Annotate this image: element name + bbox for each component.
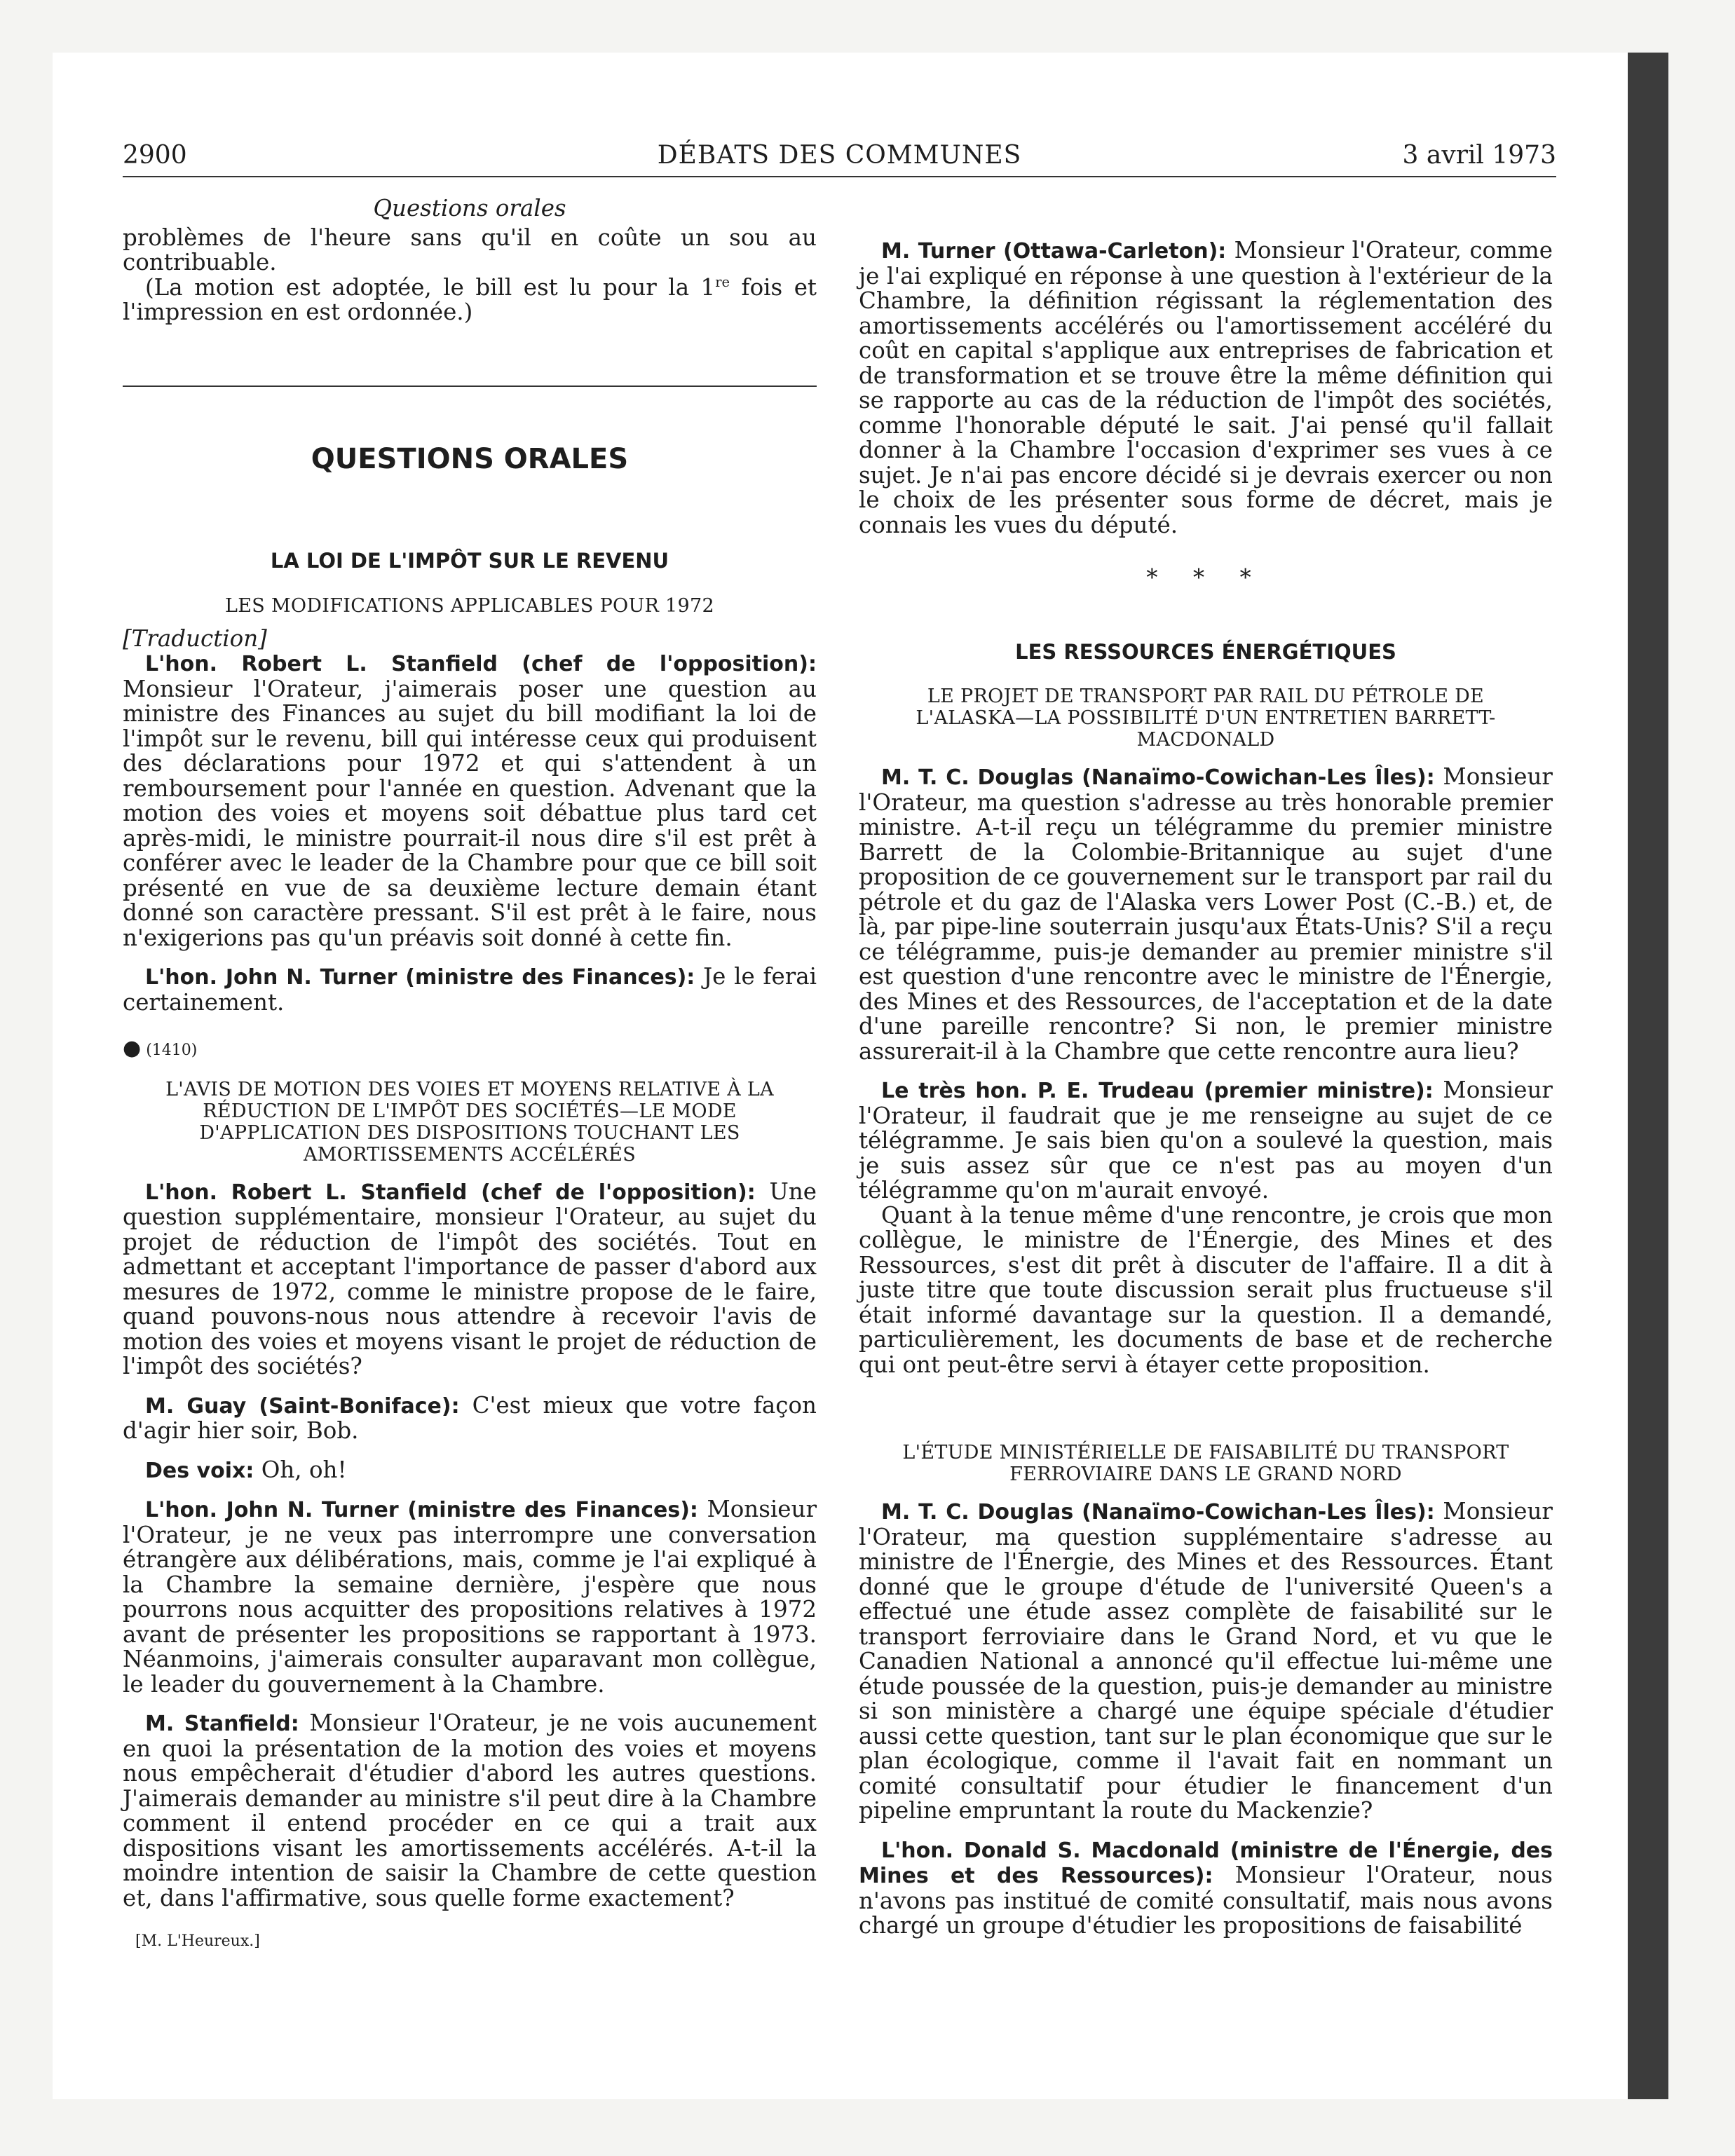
speaker-name: M. T. C. Douglas (Nanaïmo-Cowichan-Les Îles): [881, 1500, 1435, 1524]
speaker-name: M. T. C. Douglas (Nanaïmo-Cowichan-Les Îles): [881, 765, 1435, 790]
rubric-heading: LES RESSOURCES ÉNERGÉTIQUES [1015, 639, 1396, 664]
speaker-name: M. Turner (Ottawa-Carleton): [881, 239, 1227, 264]
speech-text: C'est mieux que votre façon d'agir hier soir, Bob. [123, 1391, 817, 1444]
speaker-name: L'hon. Donald S. Macdonald (ministre de l'Énergie, des Mines et des Ressources): [859, 1838, 1553, 1888]
speech-text: Monsieur l'Orateur, j'aimerais poser une question au ministre des Finances au sujet du bill modifiant la loi de l'impôt sur le revenu, bill qui intéresse ceux qui produisent des déclarations pour 1972 et qui s'attendent à un remboursement pour l'année en question. Advenant que la motion des voies et moyens soit débattue plus tard cet après-midi, le ministre pourrait-il nous dire s'il est prêt à conférer avec le leader de la Chambre pour que ce bill soit présenté en vue de sa deuxième lecture demain étant donné son caractère pressant. S'il est prêt à le faire, nous n'exigerions pas qu'un préavis soit donné à cette fin. [123, 675, 817, 951]
speaker-name: L'hon. John N. Turner (ministre des Finances): [145, 965, 695, 990]
speech [123, 1393, 817, 1444]
footer-reference: [M. L'Heureux.] [135, 1932, 260, 1950]
motion-text-after: fois et l'impression en est ordonnée.) [123, 273, 817, 325]
subheading: LE PROJET DE TRANSPORT PAR RAIL DU PÉTROLE DE L'ALASKA—LA POSSIBILITÉ D'UN ENTRETIEN BARRETT-MACDONALD [916, 685, 1496, 751]
speaker-name: L'hon. John N. Turner (ministre des Finances): [145, 1498, 698, 1522]
speech-text: Monsieur l'Orateur, je ne vois aucunement en quoi la présentation de la motion des voies et moyens nous empêcherait d'étudier d'abord les autres questions. J'aimerais demander au ministre s'il peut dire à la Chambre comment il entend procéder en ce qui a trait aux dispositions visant les amortissements accélérés. A-t-il la moindre intention de saisir la Chambre de cette question et, dans l'affirmative, sous quelle forme exactement? [123, 1710, 817, 1911]
speech-text: Oh, oh! [261, 1456, 347, 1483]
left-column [123, 196, 817, 1954]
page-number: 2900 [123, 141, 187, 170]
speech-text: Monsieur l'Orateur, je ne veux pas interrompre une conversation étrangère aux délibérations, mais, comme je l'ai expliqué à la Chambre la semaine dernière, j'espère que nous pourrons nous acquitter des propositions relatives à 1972 avant de présenter les propositions se rapportant à 1973. Néanmoins, j'aimerais consulter auparavant mon collègue, le leader du gouvernement à la Chambre. [123, 1496, 817, 1698]
speech-text: Monsieur l'Orateur, nous n'avons pas institué de comité consultatif, mais nous avons chargé un groupe d'étudier les propositions de faisabilité [859, 1862, 1553, 1939]
speech [859, 765, 1553, 1064]
speech-text: Monsieur l'Orateur, ma question s'adresse au très honorable premier ministre. A-t-il reçu un télégramme du premier ministre Barrett de la Colombie-Britannique au sujet d'une proposition de ce gouvernement sur le transport par rail du pétrole et du gaz de l'Alaska vers Lower Post (C.-B.) et, de là, par pipe-line souterrain jusqu'aux États-Unis? S'il a reçu ce télégramme, puis-je demander au premier ministre s'il est question d'une rencontre avec le ministre de l'Énergie, des Mines et des Ressources, de l'acceptation et de la date d'une pareille rencontre? Si non, le premier ministre assurerait-il à la Chambre que cette rencontre aura lieu? [859, 763, 1553, 1065]
section-title: QUESTIONS ORALES [311, 442, 629, 475]
section-divider [123, 386, 817, 387]
speech [123, 651, 817, 950]
time-marker [123, 1036, 817, 1063]
speech [859, 1838, 1553, 1939]
speech-text: Monsieur l'Orateur, il faudrait que je me renseigne au sujet de ce télégramme. Je sais bien qu'on a soulevé la question, mais je suis assez sûr que ce n'est pas au moyen d'un télégramme qu'on m'aurait envoyé. [859, 1077, 1553, 1203]
motion-text-before: (La motion est adoptée, le bill est lu pour la 1 [145, 273, 716, 301]
speech-text: Une question supplémentaire, monsieur l'Orateur, au sujet du projet de réduction de l'impôt des sociétés. Tout en admettant et acceptant l'importance de passer d'abord aux mesures de 1972, comme le ministre propose de le faire, quand pouvons-nous nous attendre à recevoir l'avis de motion des voies et moyens visant le projet de réduction de l'impôt des sociétés? [123, 1178, 817, 1379]
speech [123, 1711, 817, 1911]
speech [123, 1458, 817, 1484]
section-stars: * * * [1146, 564, 1265, 591]
speech [859, 1499, 1553, 1824]
speaker-name: Le très hon. P. E. Trudeau (premier ministre): [881, 1079, 1434, 1103]
speech-text: Je le ferai certainement. [123, 963, 817, 1016]
speech-text: Monsieur l'Orateur, comme je l'ai expliqué en réponse à une question à l'extérieur de la Chambre, la définition régissant la réglementation des amortissements accélérés ou l'amortissement accéléré du coût en capital s'applique aux entreprises de fabrication et de transformation et se trouve être la même définition qui se rapporte au cas de la réduction de l'impôt des sociétés, comme l'honorable député le sait. J'ai pensé qu'il fallait donner à la Chambre l'occasion d'exprimer ses vues à ce sujet. Je n'ai pas encore décidé si je devrais exercer ou non le choix de les présenter sous forme de décret, mais je connais les vues du député. [859, 237, 1553, 538]
speech [123, 1180, 817, 1379]
page-header [123, 137, 1556, 177]
motion-note [123, 275, 817, 325]
motion-superscript: re [715, 273, 730, 290]
speaker-name: M. Stanfield: [145, 1712, 299, 1736]
subheading: L'ÉTUDE MINISTÉRIELLE DE FAISABILITÉ DU TRANSPORT FERROVIAIRE DANS LE GRAND NORD [902, 1442, 1509, 1485]
speaker-name: L'hon. Robert L. Stanfield (chef de l'opposition): [145, 1180, 756, 1205]
spacer [859, 1377, 1553, 1426]
speaker-name: M. Guay (Saint-Boniface): [145, 1393, 460, 1419]
speaker-name: Des voix: [145, 1458, 254, 1483]
rubric-heading: LA LOI DE L'IMPÔT SUR LE REVENU [270, 549, 669, 573]
subheading: LES MODIFICATIONS APPLICABLES POUR 1972 [225, 594, 714, 617]
header-date: 3 avril 1973 [1402, 141, 1556, 170]
speech [859, 238, 1553, 538]
translation-note: [Traduction] [123, 625, 267, 652]
running-head: Questions orales [373, 195, 566, 221]
subheading: L'AVIS DE MOTION DES VOIES ET MOYENS RELATIVE À LA RÉDUCTION DE L'IMPÔT DES SOCIÉTÉS—LE MODE D'APPLICATION DES DISPOSITIONS TOUCHANT LES AMORTISSEMENTS ACCÉLÉRÉS [165, 1078, 774, 1166]
scan-edge-shadow [1628, 53, 1668, 2099]
speaker-name: L'hon. Robert L. Stanfield (chef de l'opposition): [145, 652, 817, 676]
speech [123, 964, 817, 1015]
speech [859, 1078, 1553, 1203]
speech-continuation: Quant à la tenue même d'une rencontre, je crois que mon collègue, le ministre de l'Énergie, des Mines et des Ressources, s'est dit prêt à discuter de l'affaire. Il a dit à juste titre que toute discussion serait plus fructueuse s'il était informé davantage sur la question. Il a demandé, particulièrement, les documents de base et de recherche qui ont peut-être servi à étayer cette proposition. [859, 1201, 1553, 1378]
header-title: DÉBATS DES COMMUNES [657, 141, 1022, 170]
right-column [859, 238, 1553, 1939]
time-marker-text: (1410) [146, 1042, 198, 1059]
speech-text: Monsieur l'Orateur, ma question supplémentaire s'adresse au ministre de l'Énergie, des Mines et des Ressources. Étant donné que le groupe d'étude de l'université Queen's a effectué une étude assez complète de faisabilité sur le transport ferroviaire dans le Grand Nord, et vu que le Canadien National a annoncé qu'il effectue lui-même une étude poussée de la question, puis-je demander au ministre si son ministère a chargé une équipe spéciale d'étudier aussi cette question, tant sur le plan économique que sur le plan écologique, comme il l'avait fait en nommant un comité consultatif pour étudier le financement d'un pipeline empruntant la route du Mackenzie? [859, 1498, 1553, 1824]
speech [123, 1497, 817, 1697]
bullet-icon: ● [123, 1036, 142, 1060]
opening-text: problèmes de l'heure sans qu'il en coûte un sou au contribuable. [123, 224, 817, 275]
